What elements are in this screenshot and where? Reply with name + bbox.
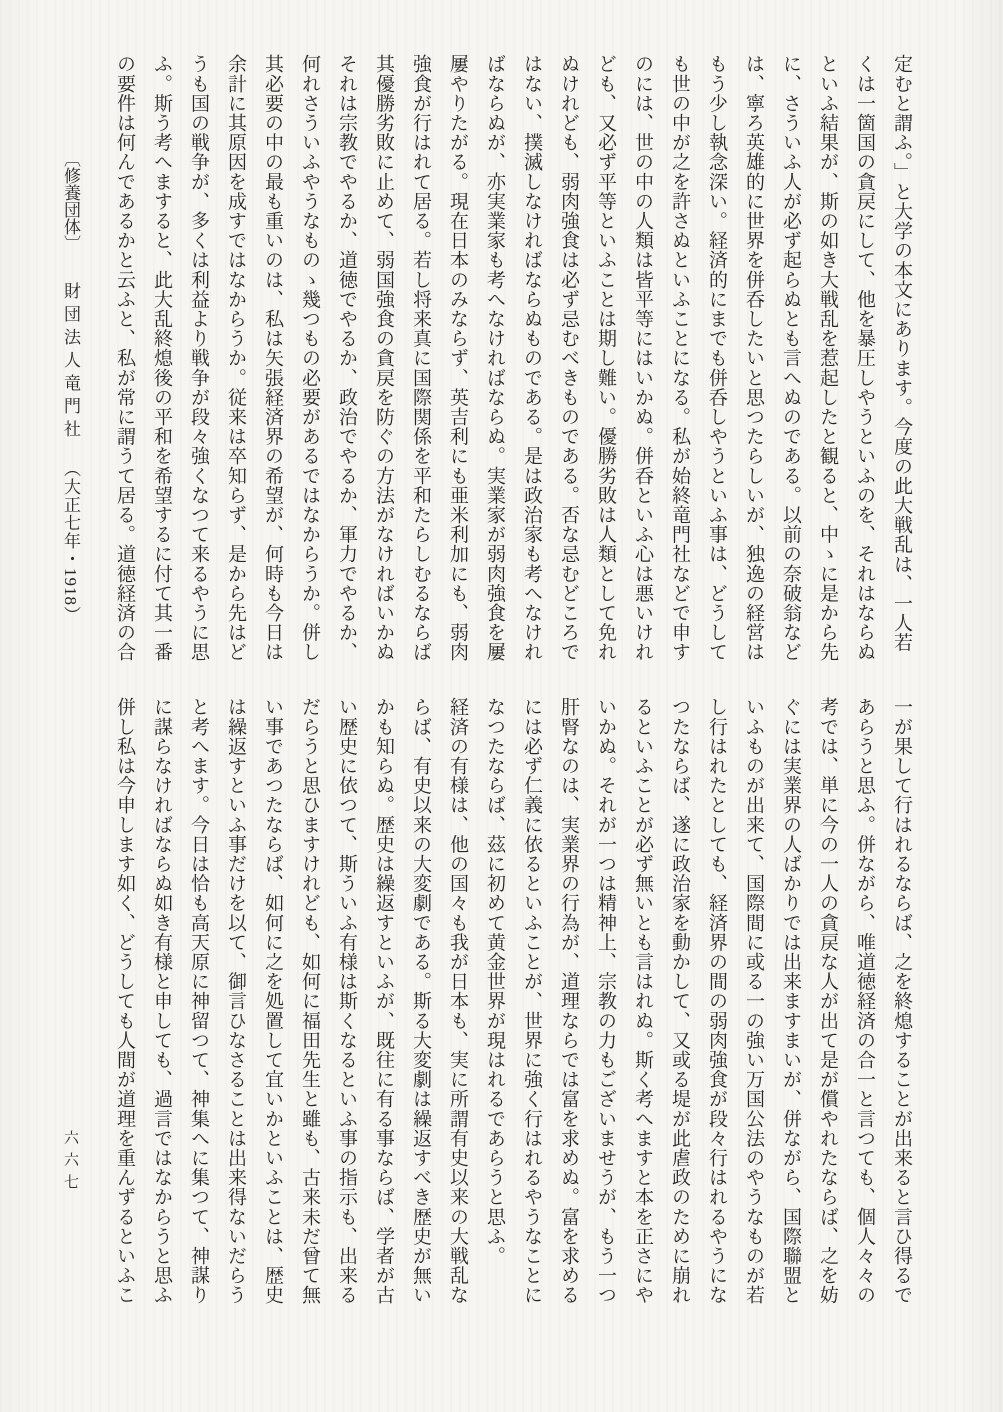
- text-line: 経済の有様は、他の国々も我が日本も、実に所謂有史以来の大戦乱な: [447, 697, 468, 1305]
- text-line: 余計に其原因を成すではなからうか。従来は卒知らず、是から先はど: [225, 54, 246, 662]
- text-line: 強食が行はれて居る。若し将来真に国際関係を平和たらしむるならば: [410, 54, 431, 662]
- text-line: といふ結果が、斯の如き大戦乱を惹起したと観ると、中ゝに是から先: [817, 54, 838, 662]
- text-line: ども、又必ず平等といふことは期し難い。優勝劣敗は人類として免れ: [595, 54, 616, 662]
- text-line: うも国の戦争が、多くは利益より戦争が段々強くなつて来るやうに思: [188, 54, 209, 662]
- text-line: ぬけれども、弱肉強食は必ず忌むべきものである。否な忌むどころで: [558, 54, 579, 662]
- bottom-text-block: [106, 697, 920, 1309]
- text-line: と考へます。今日は恰も高天原に神留つて、神集へに集つて、神謀り: [188, 697, 209, 1305]
- text-line: くは一箇国の貪戻にして、他を暴圧しやうといふのを、それはならぬ: [854, 54, 875, 662]
- text-line: し行はれたとしても、経済界の間の弱肉強食が段々行はれるやうにな: [706, 697, 727, 1305]
- text-line: も世の中が之を許さぬといふことになる。私が始終竜門社などで申す: [669, 54, 690, 662]
- top-text-block: [50, 54, 920, 666]
- text-line: 屢やりたがる。現在日本のみならず、英吉利にも亜米利加にも、弱肉: [447, 54, 468, 662]
- text-line: に、さういふ人が必ず起らぬとも言へぬのである。以前の奈破翁など: [780, 54, 801, 662]
- text-line: 考では、単に今の一人の貪戻な人が出て是が償やれたならば、之を妨: [817, 697, 838, 1305]
- text-line: 何れさういふやうなものゝ幾つもの必要があるではなからうか。併し: [299, 54, 320, 662]
- text-line: に謀らなければならぬ如き有様と申しても、過言ではなからうと思ふ: [151, 697, 172, 1305]
- text-line: は繰返すといふ事だけを以て、御言ひなさることは出来得ないだらう: [225, 697, 246, 1305]
- text-line: なつたならば、茲に初めて黄金世界が現はれるであらうと思ふ。: [484, 697, 505, 1266]
- attribution-society-label: 〔修養団体〕: [61, 150, 80, 252]
- text-line: 其優勝劣敗に止めて、弱国強食の貪戻を防ぐの方法がなければいかぬ: [373, 54, 394, 662]
- text-line: もう少し執念深い。経済的にまでも併呑しやうといふ事は、どうして: [706, 54, 727, 662]
- text-line: い歴史に依つて、斯ういふ有様は斯くなるといふ事の指示も、出来る: [336, 697, 357, 1305]
- attribution: [50, 54, 90, 666]
- page-number: 六六七: [62, 1130, 78, 1196]
- text-line: のには、世の中の人類は皆平等にはいかぬ。併呑といふ心は悪いけれ: [632, 54, 653, 662]
- attribution-publisher: 財団法人竜門社: [61, 282, 80, 444]
- text-line: いかぬ。それが一つは精神上、宗教の力もございませうが、もう一つ: [595, 697, 616, 1305]
- text-line: らば、有史以来の大変劇である。斯る大変劇は繰返すべき歴史が無い: [410, 697, 431, 1305]
- text-line: るといふことが必ず無いとも言はれぬ。斯く考へますと本を正さにや: [632, 697, 653, 1305]
- text-line: いふものが出来て、国際間に或る一の強い万国公法のやうなものが若: [743, 697, 764, 1305]
- text-line: あらうと思ふ。併ながら、唯道徳経済の合一と言つても、個人々々の: [854, 697, 875, 1305]
- text-line: ふ。斯う考へますると、此大乱終熄後の平和を希望するに付て其一番: [151, 54, 172, 662]
- text-line: はない、撲滅しなければならぬものである。是は政治家も考へなけれ: [521, 54, 542, 662]
- text-line: ばならぬが、亦実業家も考へなければならぬ。実業家が弱肉強食を屢: [484, 54, 505, 662]
- attribution-year: （大正七年・1918）: [61, 459, 80, 624]
- text-line: 併し私は今申します如く、どうしても人間が道理を重んずるといふこ: [114, 697, 135, 1305]
- text-line: それは宗教でやるか、道徳でやるか、政治でやるか、軍力でやるか、: [336, 54, 357, 662]
- text-line: の要件は何んであるかと云ふと、私が常に謂うて居る。道徳経済の合: [114, 54, 135, 662]
- text-line: かも知らぬ。歴史は繰返すといふが、既往に有る事ならば、学者が古: [373, 697, 394, 1305]
- text-line: 一が果して行はれるならば、之を終熄することが出来ると言ひ得るで: [891, 697, 912, 1305]
- text-line: つたならば、遂に政治家を動かして、又或る堤が此虐政のために崩れ: [669, 697, 690, 1305]
- text-line: は、寧ろ英雄的に世界を併呑したいと思つたらしいが、独逸の経営は: [743, 54, 764, 662]
- text-line: だらうと思ひますけれども、如何に福田先生と雖も、古来未だ曾て無: [299, 697, 320, 1305]
- text-line: 其必要の中の最も重いのは、私は矢張経済界の希望が、何時も今日は: [262, 54, 283, 662]
- text-line: 肝腎なのは、実業界の行為が、道理ならでは富を求めぬ。富を求める: [558, 697, 579, 1305]
- text-line: 定むと謂ふ。」と大学の本文にあります。今度の此大戦乱は、一人若: [891, 54, 912, 653]
- text-line: ぐには実業界の人ばかりでは出来ますまいが、併ながら、国際聯盟と: [780, 697, 801, 1305]
- text-line: い事であつたならば、如何に之を処置して宜いかといふことは、歴史: [262, 697, 283, 1305]
- text-line: には必ず仁義に依るといふことが、世界に強く行はれるやうなことに: [521, 697, 542, 1305]
